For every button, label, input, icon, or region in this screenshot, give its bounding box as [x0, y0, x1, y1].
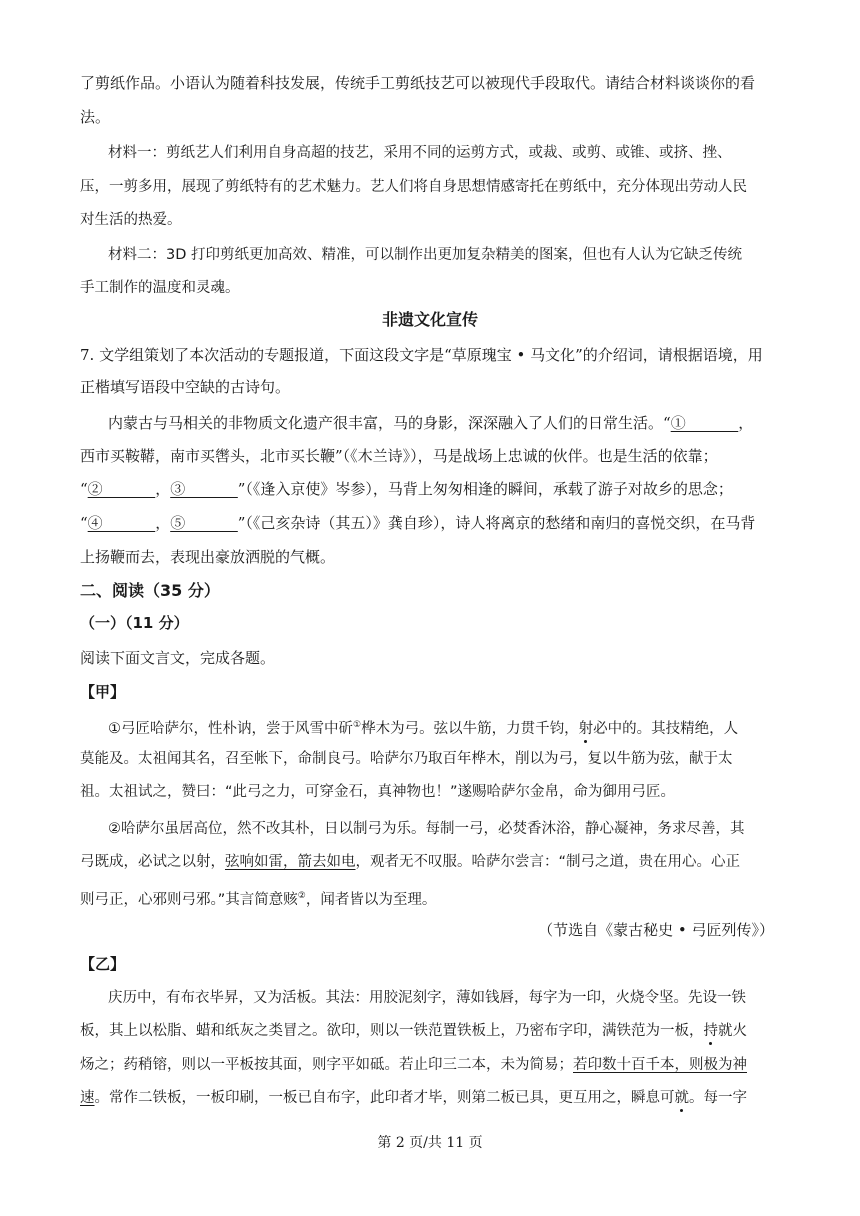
jia-line — [108, 715, 738, 739]
passage-text: ， — [155, 514, 171, 532]
jia-line: 祖。太祖试之，赞曰：“此弓之力，可穿金石，真神物也！”遂赐哈萨尔金帛，命为御用弓匠。 — [80, 784, 676, 800]
jia-line — [80, 886, 436, 910]
yi-line — [80, 1088, 747, 1108]
jia-text: 桦木为弓。弦以牛筋，力贯千钧， — [361, 720, 579, 737]
passage-line: 上扬鞭而去，表现出豪放洒脱的气概。 — [80, 548, 336, 566]
yi-text: 。常作二铁板，一板印刷，一板已自布字，此印者才毕，则第二板已具，更互用之，瞬息可 — [94, 1090, 675, 1106]
passage-text: ”（《逢入京使》岑参），马背上匆匆相逢的瞬间，承载了游子对故乡的思念； — [237, 480, 733, 498]
yi-line — [80, 1021, 747, 1041]
part-2-heading: 二、阅读（35 分） — [80, 581, 220, 600]
question-7-line: 7. 文学组策划了本次活动的专题报道，下面这段文字是“草原瑰宝 • 马文化”的介绍词，请根据语境，用 — [80, 346, 763, 364]
blank-2: ②_______ — [87, 480, 156, 498]
emphasis-char: 持 — [703, 1023, 718, 1039]
passage-line — [108, 413, 753, 433]
instruction-text: 阅读下面文言文，完成各题。 — [80, 649, 276, 667]
material-1-line: 对生活的热爱。 — [80, 212, 182, 228]
question-7-line: 正楷填写语段中空缺的古诗句。 — [80, 378, 291, 396]
blank-3: ③_______ — [170, 480, 238, 498]
material-2-line: 材料二：3D 打印剪纸更加高效、精准，可以制作出更加复杂精美的图案，但也有人认为它缺乏传统 — [108, 247, 742, 263]
material-1-line: 压，一剪多用，展现了剪纸特有的艺术魅力。艺人们将自身思想情感寄托在剪纸中，充分体现出劳动人民 — [80, 179, 747, 195]
emphasis-char: 射 — [578, 720, 594, 737]
yi-text: 。每一字 — [689, 1090, 747, 1106]
yi-line: 庆历中，有布衣毕昇，又为活板。其法：用胶泥刻字，薄如钱唇，每字为一印，火烧令坚。先设一铁 — [108, 990, 746, 1006]
passage-label-yi: 【乙】 — [80, 955, 126, 973]
jia-line: ②哈萨尔虽居高位，然不改其朴，日以制弓为乐。每制一弓，必焚香沐浴，静心凝神，务求尽善，其 — [108, 821, 745, 837]
yi-line — [80, 1055, 747, 1075]
footnote-mark: ① — [353, 720, 362, 730]
blank-1: ①_______ — [670, 414, 739, 432]
blank-5: ⑤_______ — [170, 514, 238, 532]
passage-text: ”（《己亥杂诗（其五）》龚自珍），诗人将离京的愁绪和南归的喜悦交织，在马背 — [237, 514, 756, 532]
blank-4: ④_______ — [87, 514, 156, 532]
jia-text: 则弓正，心邪则弓邪。”其言简意赅 — [80, 891, 298, 908]
passage-label-jia: 【甲】 — [80, 683, 126, 701]
jia-line — [80, 852, 740, 872]
passage-line — [80, 479, 733, 499]
emphasis-char: 就 — [674, 1090, 689, 1106]
source-citation: （节选自《蒙古秘史 • 弓匠列传》） — [538, 921, 774, 939]
intro-line: 了剪纸作品。小语认为随着科技发展，传统手工剪纸技艺可以被现代手段取代。请结合材料谈谈你的看 — [80, 74, 756, 92]
page-footer: 第 2 页/共 11 页 — [377, 1135, 483, 1151]
passage-text: 内蒙古与马相关的非物质文化遗产很丰富，马的身影，深深融入了人们的日常生活。“ — [108, 414, 671, 432]
yi-text: 板，其上以松脂、蜡和纸灰之类冒之。欲印，则以一铁范置铁板上，乃密布字印，满铁范为一板， — [80, 1023, 704, 1039]
jia-text: ①弓匠哈萨尔，性朴讷，尝于风雪中斫 — [108, 720, 353, 737]
passage-text: “ — [80, 480, 88, 498]
jia-text: 弓既成，必试之以射， — [80, 854, 225, 870]
jia-text: 必中的。其技精绝，人 — [593, 720, 739, 737]
underlined-sentence: 若印数十百千本，则极为神 — [573, 1057, 747, 1073]
material-1-line: 材料一：剪纸艺人们利用自身高超的技艺，采用不同的运剪方式，或裁、或剪、或锥、或挤、挫、 — [108, 145, 732, 161]
section-heading: 非遗文化宣传 — [381, 310, 478, 329]
intro-line: 法。 — [80, 108, 111, 126]
footnote-mark: ② — [297, 891, 306, 901]
yi-text: 就火 — [718, 1023, 747, 1039]
jia-text: ，观者无不叹服。哈萨尔尝言：“制弓之道，贵在用心。心正 — [355, 854, 741, 870]
jia-line: 莫能及。太祖闻其名，召至帐下，命制良弓。哈萨尔乃取百年桦木，削以为弓，复以牛筋为弦，献于太 — [80, 751, 733, 767]
material-2-line: 手工制作的温度和灵魂。 — [80, 280, 240, 296]
sub-section-heading: （一）（11 分） — [80, 614, 189, 632]
underlined-sentence: 速 — [80, 1090, 95, 1106]
yi-text: 炀之；药稍镕，则以一平板按其面，则字平如砥。若止印三二本，未为简易； — [80, 1057, 573, 1073]
jia-text: ，闻者皆以为至理。 — [305, 891, 437, 908]
passage-text: ， — [738, 414, 754, 432]
passage-text: ， — [155, 480, 171, 498]
passage-line: 西市买鞍鞯，南市买辔头，北市买长鞭”（《木兰诗》），马是战场上忠诚的伙伴。也是生活的依靠； — [80, 447, 718, 465]
underlined-sentence: 弦响如雷，箭去如电 — [225, 854, 356, 870]
passage-line — [80, 513, 755, 533]
passage-text: “ — [80, 514, 88, 532]
